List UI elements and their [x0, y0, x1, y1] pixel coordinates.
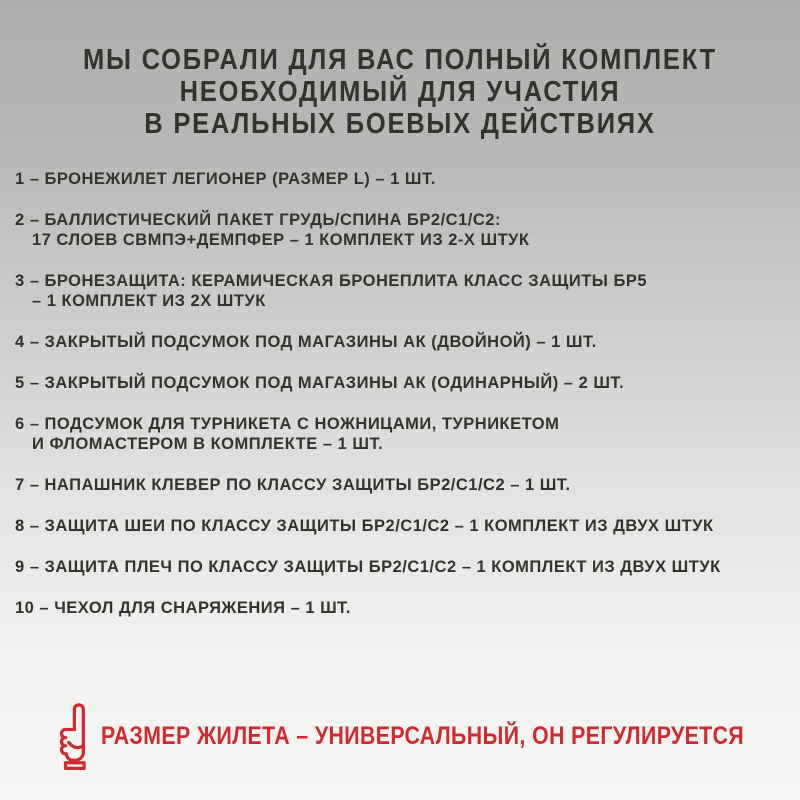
item-text-continued: И ФЛОМАСТЕРОМ В КОМПЛЕКТЕ – 1 ШТ. [32, 435, 384, 453]
size-note [55, 702, 800, 770]
page-title [48, 0, 752, 140]
list-item [15, 271, 800, 311]
item-text: 10 – ЧЕХОЛ ДЛЯ СНАРЯЖЕНИЯ – 1 ШТ. [15, 599, 351, 617]
title-line-2: НЕОБХОДИМЫЙ ДЛЯ УЧАСТИЯ [179, 76, 621, 108]
title-line-1: МЫ СОБРАЛИ ДЛЯ ВАС ПОЛНЫЙ КОМПЛЕКТ [82, 44, 718, 76]
item-text: 2 – БАЛЛИСТИЧЕСКИЙ ПАКЕТ ГРУДЬ/СПИНА БР2/С1/С2: [15, 211, 501, 229]
list-item [15, 516, 800, 536]
list-item [15, 475, 800, 495]
item-text: 4 – ЗАКРЫТЫЙ ПОДСУМОК ПОД МАГАЗИНЫ АК (ДВОЙНОЙ) – 1 ШТ. [15, 333, 597, 351]
list-item [15, 210, 800, 250]
list-item [15, 332, 800, 352]
item-text: 8 – ЗАЩИТА ШЕИ ПО КЛАССУ ЗАЩИТЫ БР2/С1/С2 – 1 КОМПЛЕКТ ИЗ ДВУХ ШТУК [15, 517, 714, 535]
list-item [15, 169, 800, 189]
item-text: 5 – ЗАКРЫТЫЙ ПОДСУМОК ПОД МАГАЗИНЫ АК (ОДИНАРНЫЙ) – 2 ШТ. [15, 374, 625, 392]
item-text: 6 – ПОДСУМОК ДЛЯ ТУРНИКЕТА С НОЖНИЦАМИ, ТУРНИКЕТОМ [15, 415, 560, 433]
kit-contents-list [0, 169, 800, 618]
item-text: 3 – БРОНЕЗАЩИТА: КЕРАМИЧЕСКАЯ БРОНЕПЛИТА КЛАСС ЗАЩИТЫ БР5 [15, 272, 648, 290]
item-text-continued: – 1 КОМПЛЕКТ ИЗ 2Х ШТУК [32, 292, 266, 310]
list-item [15, 598, 800, 618]
list-item [15, 414, 800, 454]
item-text-continued: 17 СЛОЕВ СВМПЭ+ДЕМПФЕР – 1 КОМПЛЕКТ ИЗ 2-Х ШТУК [32, 231, 530, 249]
list-item [15, 373, 800, 393]
item-text: 9 – ЗАЩИТА ПЛЕЧ ПО КЛАССУ ЗАЩИТЫ БР2/С1/С2 – 1 КОМПЛЕКТ ИЗ ДВУХ ШТУК [15, 558, 721, 576]
title-line-3: В РЕАЛЬНЫХ БОЕВЫХ ДЕЙСТВИЯХ [144, 108, 656, 140]
pointing-hand-icon [55, 702, 89, 770]
item-text: 7 – НАПАШНИК КЛЕВЕР ПО КЛАССУ ЗАЩИТЫ БР2/С1/С2 – 1 ШТ. [15, 476, 571, 494]
size-note-text: РАЗМЕР ЖИЛЕТА – УНИВЕРСАЛЬНЫЙ, ОН РЕГУЛИРУЕТСЯ [101, 721, 745, 750]
item-text: 1 – БРОНЕЖИЛЕТ ЛЕГИОНЕР (РАЗМЕР L) – 1 ШТ. [15, 170, 436, 188]
list-item [15, 557, 800, 577]
